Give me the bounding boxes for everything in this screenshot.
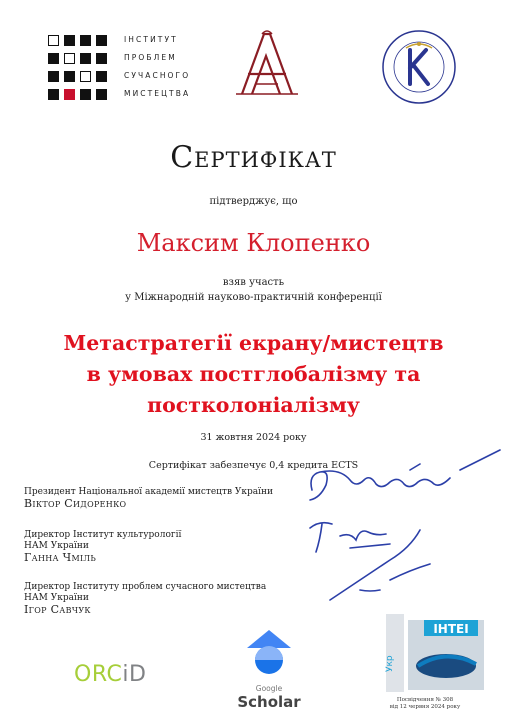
signatory-position: НАМ України <box>24 541 89 551</box>
topic-line: постколоніалізму <box>147 393 360 417</box>
logo-word-2: ПРОБЛЕМ <box>124 53 177 62</box>
logo-square <box>96 71 107 82</box>
topic-line: в умовах постглобалізму та <box>86 362 421 386</box>
signatory-name: Ігор Савчук <box>24 603 91 616</box>
logo-square <box>48 89 59 100</box>
orcid-text: ORC <box>74 662 123 687</box>
logo-word-1: ІНСТИТУТ <box>124 35 178 44</box>
signatory-name: Віктор Сидоренко <box>24 497 127 510</box>
logo-square <box>48 71 59 82</box>
signatory-position: Директор Інституту проблем сучасного мистецтва <box>24 582 267 592</box>
academy-emblem <box>232 28 302 100</box>
orcid-id-text: iD <box>122 662 147 687</box>
logo-square <box>64 53 75 64</box>
signatory-name: Ганна Чміль <box>24 551 97 564</box>
logo-square <box>64 35 75 46</box>
culturology-institute-logo <box>380 28 458 106</box>
logo-square <box>96 53 107 64</box>
signatory-position: НАМ України <box>24 593 89 603</box>
logo-square <box>80 71 91 82</box>
ipsm-logo <box>48 33 198 97</box>
signatory-position: Президент Національної академії мистецтв України <box>24 487 273 497</box>
confirm-text: підтверджує, що <box>209 196 298 207</box>
topic-line: Метастратегії екрану/мистецтв <box>63 331 444 355</box>
signatures <box>290 440 505 620</box>
certificate-title: Сертифікат <box>170 140 337 175</box>
participation-text: взяв участь <box>222 277 285 288</box>
scholar-label-bottom: Scholar <box>237 693 301 711</box>
registration-number: Посвідчення № 308 <box>396 697 454 703</box>
logo-square <box>96 89 107 100</box>
registration-date: від 12 червня 2024 року <box>389 704 461 710</box>
logo-word-3: СУЧАСНОГО <box>124 71 191 80</box>
conference-date: 31 жовтня 2024 року <box>200 432 307 443</box>
orcid-logo <box>74 662 146 687</box>
signatory-1 <box>24 487 273 509</box>
logo-square <box>48 35 59 46</box>
signatory-position: Директор Інститут культурології <box>24 530 182 540</box>
logo-square <box>96 35 107 46</box>
logo-square <box>64 71 75 82</box>
registration-note <box>370 697 480 711</box>
conference-text: у Міжнародній науково-практичній конференції <box>125 292 382 303</box>
logo-square-red <box>64 89 75 100</box>
intei-side-text: Укр <box>385 655 395 672</box>
google-scholar-icon <box>243 626 295 684</box>
conference-topic <box>0 328 507 421</box>
intei-logo <box>378 614 488 696</box>
logo-square <box>80 35 91 46</box>
logo-square <box>80 89 91 100</box>
signatory-2 <box>24 530 181 563</box>
signature-chmil <box>310 523 390 552</box>
logo-square <box>48 53 59 64</box>
logo-square <box>80 53 91 64</box>
signatory-3 <box>24 582 266 615</box>
ects-credits: Сертифікат забезпечує 0,4 кредита ECTS <box>148 460 359 471</box>
intei-logo-text: ІНТЕІ <box>433 622 469 636</box>
signature-savchuk <box>330 530 430 600</box>
signature-sidorenko <box>310 450 500 500</box>
recipient-name: Максим Клопенко <box>136 229 371 257</box>
logo-word-4: МИСТЕЦТВА <box>124 89 191 98</box>
scholar-label-top: Google <box>255 684 283 693</box>
